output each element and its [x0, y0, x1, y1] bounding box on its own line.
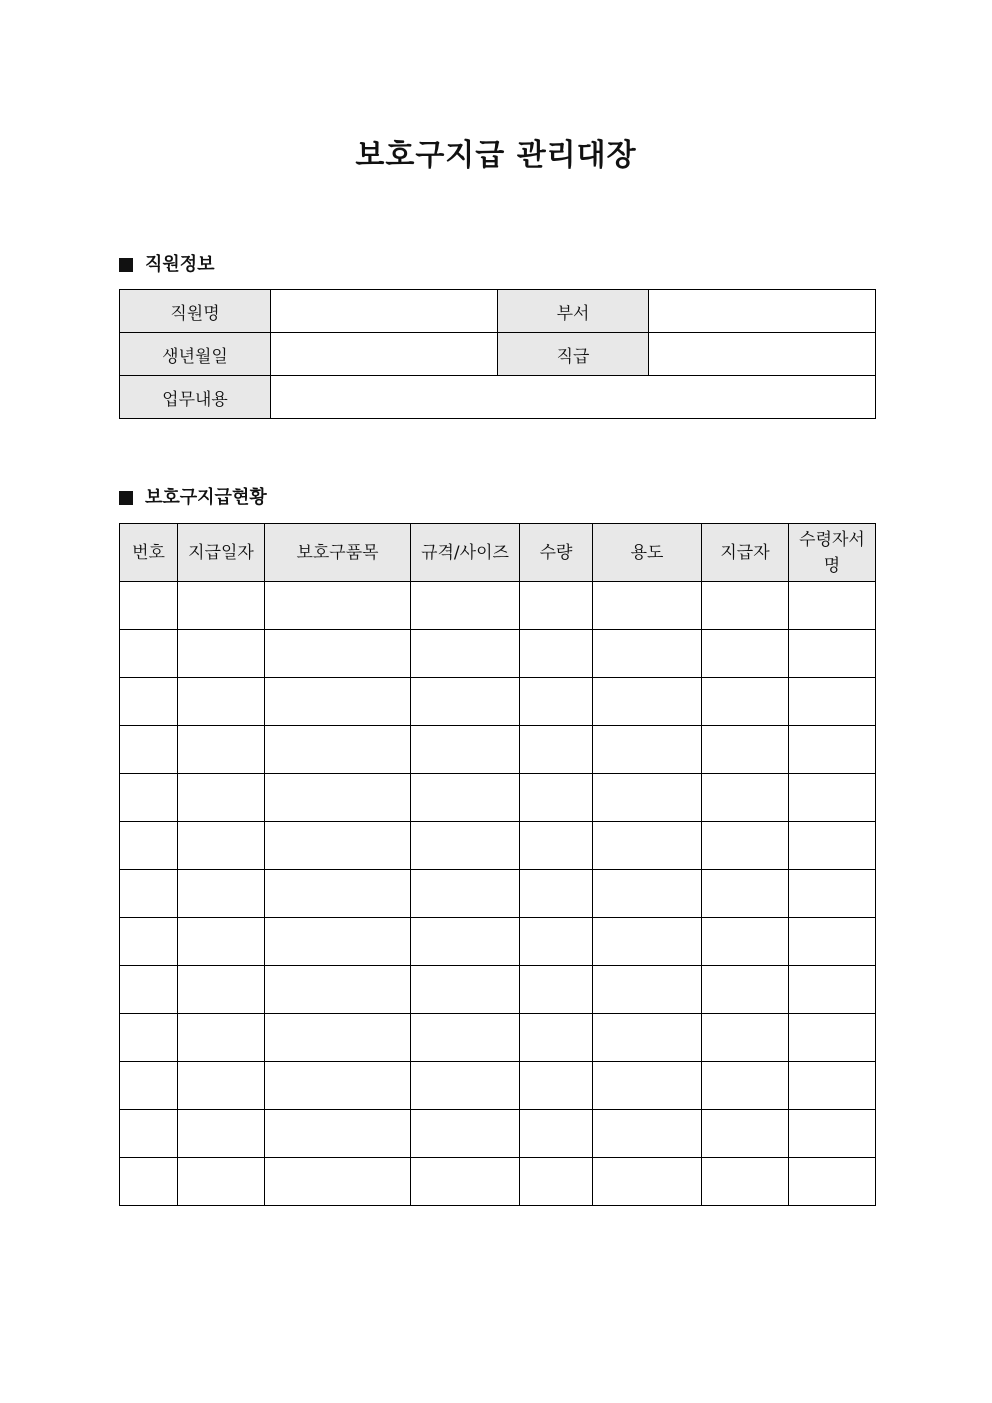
recipient-signature-cell[interactable]: [789, 774, 876, 822]
issue-date-cell[interactable]: [178, 1158, 265, 1206]
square-bullet-icon: [119, 491, 133, 505]
recipient-signature-cell[interactable]: [789, 582, 876, 630]
issue-date-cell[interactable]: [178, 774, 265, 822]
size-cell[interactable]: [411, 918, 520, 966]
number-cell[interactable]: [120, 726, 178, 774]
purpose-cell[interactable]: [593, 582, 702, 630]
recipient-signature-cell[interactable]: [789, 1110, 876, 1158]
number-cell[interactable]: [120, 630, 178, 678]
table-row: [120, 918, 876, 966]
number-cell[interactable]: [120, 918, 178, 966]
equipment-item-cell[interactable]: [265, 1110, 411, 1158]
issuer-cell[interactable]: [702, 1014, 789, 1062]
position-field[interactable]: [649, 333, 876, 376]
issuer-cell[interactable]: [702, 870, 789, 918]
purpose-cell[interactable]: [593, 630, 702, 678]
number-cell[interactable]: [120, 1158, 178, 1206]
quantity-cell[interactable]: [520, 1110, 593, 1158]
purpose-cell[interactable]: [593, 1110, 702, 1158]
employee-name-field[interactable]: [271, 290, 498, 333]
issue-date-cell[interactable]: [178, 822, 265, 870]
equipment-item-cell[interactable]: [265, 1062, 411, 1110]
equipment-item-cell[interactable]: [265, 1158, 411, 1206]
issuer-cell[interactable]: [702, 630, 789, 678]
quantity-cell[interactable]: [520, 678, 593, 726]
table-row: [120, 1062, 876, 1110]
issuer-cell[interactable]: [702, 1158, 789, 1206]
quantity-cell[interactable]: [520, 1158, 593, 1206]
issue-date-cell[interactable]: [178, 582, 265, 630]
issue-date-cell[interactable]: [178, 678, 265, 726]
duties-field[interactable]: [271, 376, 876, 419]
issue-date-cell[interactable]: [178, 1110, 265, 1158]
issue-table-header-row: [120, 524, 876, 582]
table-row: [120, 966, 876, 1014]
number-cell[interactable]: [120, 774, 178, 822]
column-header-purpose: 용도: [593, 524, 702, 582]
issue-date-cell[interactable]: [178, 918, 265, 966]
table-row: [120, 630, 876, 678]
issuer-cell[interactable]: [702, 1110, 789, 1158]
recipient-signature-cell[interactable]: [789, 822, 876, 870]
quantity-cell[interactable]: [520, 630, 593, 678]
page-title: 보호구지급 관리대장: [355, 138, 637, 173]
purpose-cell[interactable]: [593, 726, 702, 774]
purpose-cell[interactable]: [593, 870, 702, 918]
issue-date-cell[interactable]: [178, 1014, 265, 1062]
size-cell[interactable]: [411, 630, 520, 678]
quantity-cell[interactable]: [520, 582, 593, 630]
column-header-quantity: 수량: [520, 524, 593, 582]
table-row: [120, 582, 876, 630]
equipment-item-cell[interactable]: [265, 630, 411, 678]
recipient-signature-cell[interactable]: [789, 630, 876, 678]
issue-section-heading-text: 보호구지급현황: [145, 487, 267, 508]
number-cell[interactable]: [120, 1110, 178, 1158]
column-header-equipment-item: 보호구품목: [265, 524, 411, 582]
employee-name-label: 직원명: [120, 290, 271, 333]
issuer-cell[interactable]: [702, 1062, 789, 1110]
purpose-cell[interactable]: [593, 918, 702, 966]
employee-section-heading: [119, 252, 215, 278]
size-cell[interactable]: [411, 582, 520, 630]
equipment-item-cell[interactable]: [265, 822, 411, 870]
size-cell[interactable]: [411, 774, 520, 822]
table-row: [120, 1158, 876, 1206]
number-cell[interactable]: [120, 582, 178, 630]
purpose-cell[interactable]: [593, 1062, 702, 1110]
size-cell[interactable]: [411, 726, 520, 774]
issuer-cell[interactable]: [702, 726, 789, 774]
issue-date-cell[interactable]: [178, 870, 265, 918]
employee-row-2: [120, 333, 876, 376]
duties-label: 업무내용: [120, 376, 271, 419]
number-cell[interactable]: [120, 870, 178, 918]
issue-table-body: [120, 582, 876, 1206]
equipment-item-cell[interactable]: [265, 870, 411, 918]
employee-section-heading-text: 직원정보: [145, 254, 215, 275]
number-cell[interactable]: [120, 822, 178, 870]
issue-status-table: [119, 523, 876, 1206]
department-label: 부서: [498, 290, 649, 333]
recipient-signature-cell[interactable]: [789, 966, 876, 1014]
size-cell[interactable]: [411, 1110, 520, 1158]
equipment-item-cell[interactable]: [265, 582, 411, 630]
size-cell[interactable]: [411, 1158, 520, 1206]
purpose-cell[interactable]: [593, 774, 702, 822]
issue-date-cell[interactable]: [178, 1062, 265, 1110]
number-cell[interactable]: [120, 966, 178, 1014]
table-row: [120, 870, 876, 918]
purpose-cell[interactable]: [593, 966, 702, 1014]
size-cell[interactable]: [411, 870, 520, 918]
issue-date-cell[interactable]: [178, 966, 265, 1014]
table-row: [120, 678, 876, 726]
quantity-cell[interactable]: [520, 822, 593, 870]
table-row: [120, 1110, 876, 1158]
issuer-cell[interactable]: [702, 918, 789, 966]
size-cell[interactable]: [411, 822, 520, 870]
quantity-cell[interactable]: [520, 1014, 593, 1062]
number-cell[interactable]: [120, 1062, 178, 1110]
issue-section-heading: [119, 485, 267, 511]
position-label: 직급: [498, 333, 649, 376]
recipient-signature-cell[interactable]: [789, 726, 876, 774]
column-header-recipient-signature: 수령자서명: [789, 524, 876, 582]
size-cell[interactable]: [411, 966, 520, 1014]
issuer-cell[interactable]: [702, 966, 789, 1014]
table-row: [120, 822, 876, 870]
birthdate-label: 생년월일: [120, 333, 271, 376]
equipment-item-cell[interactable]: [265, 726, 411, 774]
equipment-item-cell[interactable]: [265, 678, 411, 726]
size-cell[interactable]: [411, 1014, 520, 1062]
table-row: [120, 726, 876, 774]
recipient-signature-cell[interactable]: [789, 870, 876, 918]
issuer-cell[interactable]: [702, 774, 789, 822]
column-header-size: 규격/사이즈: [411, 524, 520, 582]
issuer-cell[interactable]: [702, 822, 789, 870]
quantity-cell[interactable]: [520, 726, 593, 774]
recipient-signature-cell[interactable]: [789, 918, 876, 966]
quantity-cell[interactable]: [520, 918, 593, 966]
purpose-cell[interactable]: [593, 678, 702, 726]
column-header-issue-date: 지급일자: [178, 524, 265, 582]
issuer-cell[interactable]: [702, 678, 789, 726]
quantity-cell[interactable]: [520, 966, 593, 1014]
employee-row-3: [120, 376, 876, 419]
table-row: [120, 774, 876, 822]
issue-date-cell[interactable]: [178, 726, 265, 774]
birthdate-field[interactable]: [271, 333, 498, 376]
size-cell[interactable]: [411, 1062, 520, 1110]
purpose-cell[interactable]: [593, 822, 702, 870]
department-field[interactable]: [649, 290, 876, 333]
quantity-cell[interactable]: [520, 774, 593, 822]
employee-row-1: [120, 290, 876, 333]
issuer-cell[interactable]: [702, 582, 789, 630]
equipment-item-cell[interactable]: [265, 774, 411, 822]
square-bullet-icon: [119, 258, 133, 272]
issue-date-cell[interactable]: [178, 630, 265, 678]
table-row: [120, 1014, 876, 1062]
equipment-item-cell[interactable]: [265, 918, 411, 966]
employee-info-table: [119, 289, 876, 419]
quantity-cell[interactable]: [520, 1062, 593, 1110]
equipment-item-cell[interactable]: [265, 1014, 411, 1062]
quantity-cell[interactable]: [520, 870, 593, 918]
number-cell[interactable]: [120, 1014, 178, 1062]
number-cell[interactable]: [120, 678, 178, 726]
recipient-signature-cell[interactable]: [789, 1014, 876, 1062]
recipient-signature-cell[interactable]: [789, 1062, 876, 1110]
recipient-signature-cell[interactable]: [789, 678, 876, 726]
purpose-cell[interactable]: [593, 1158, 702, 1206]
purpose-cell[interactable]: [593, 1014, 702, 1062]
equipment-item-cell[interactable]: [265, 966, 411, 1014]
recipient-signature-cell[interactable]: [789, 1158, 876, 1206]
column-header-number: 번호: [120, 524, 178, 582]
size-cell[interactable]: [411, 678, 520, 726]
column-header-issuer: 지급자: [702, 524, 789, 582]
